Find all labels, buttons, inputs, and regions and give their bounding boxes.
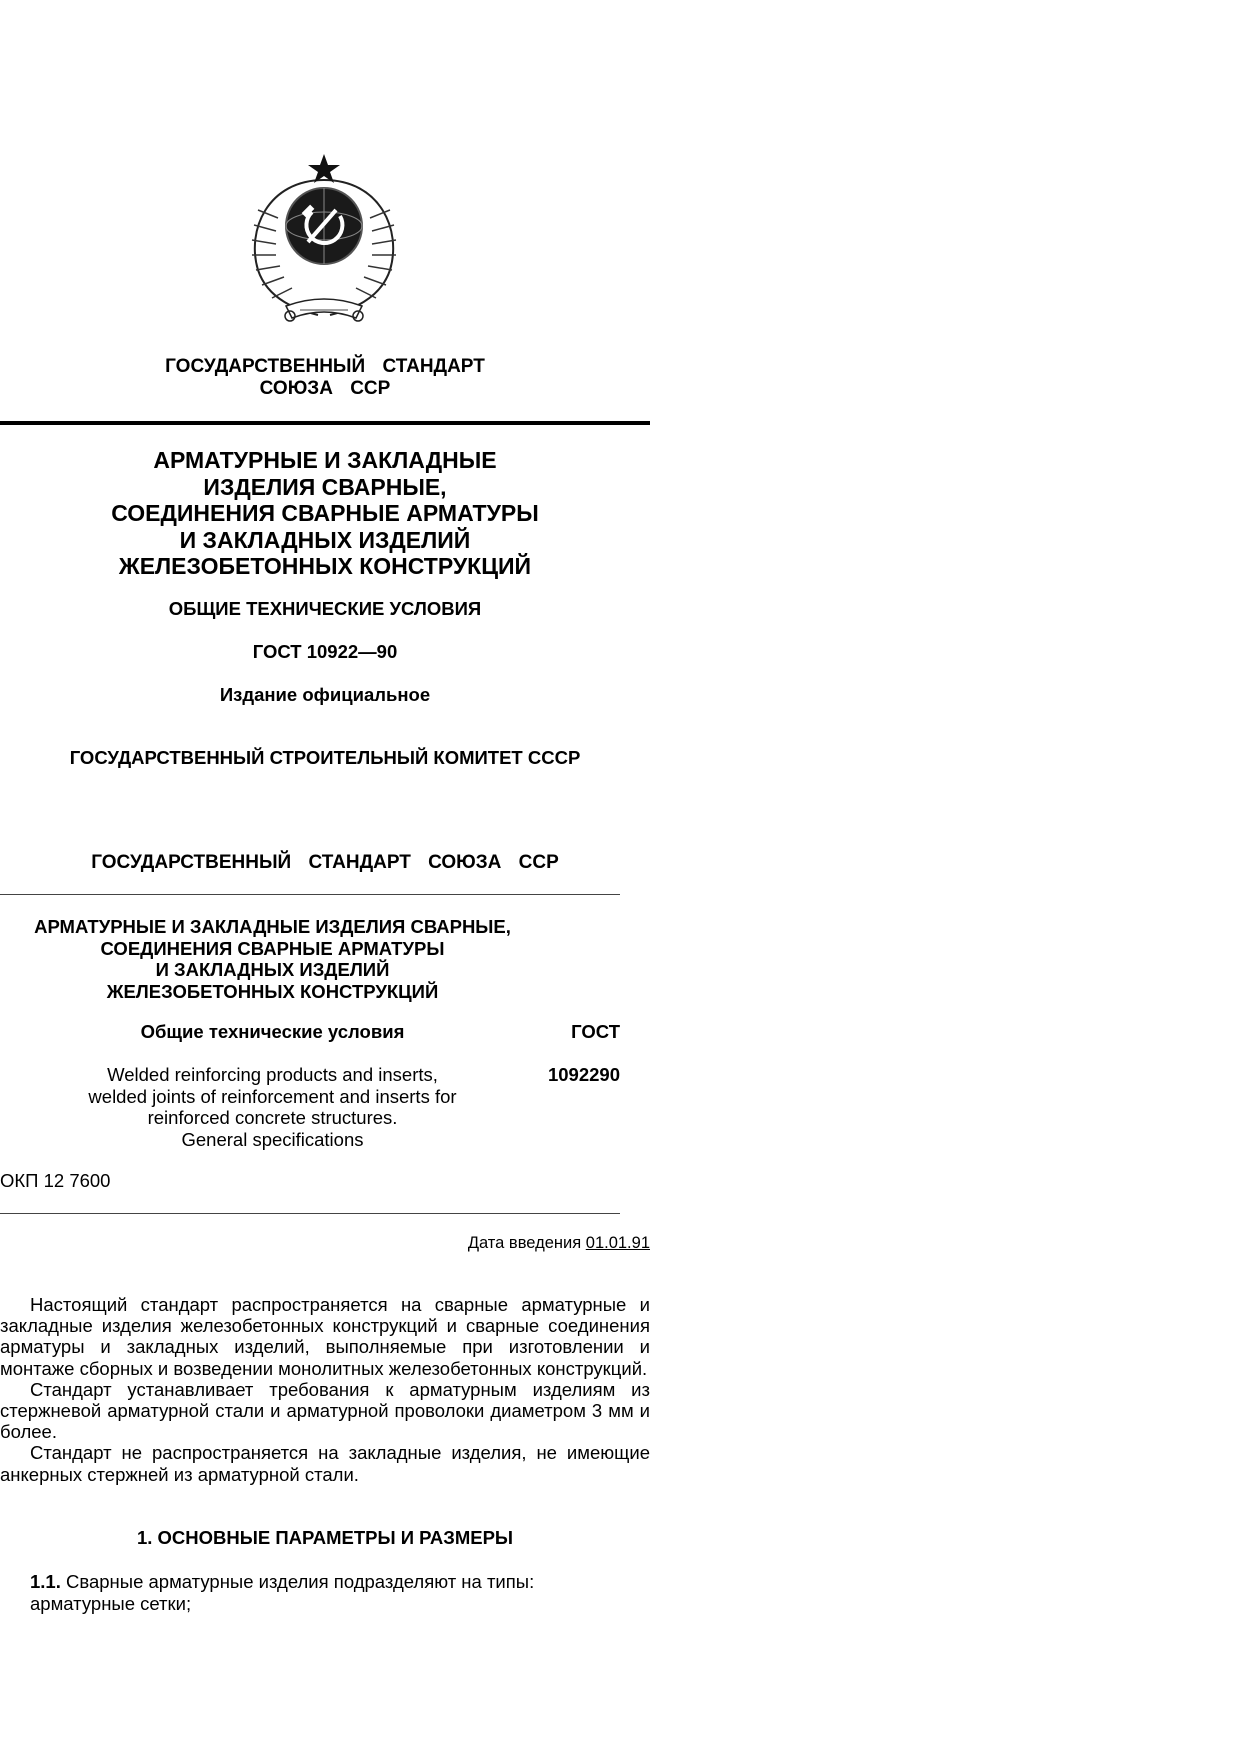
section-title: 1. ОСНОВНЫЕ ПАРАМЕТРЫ И РАЗМЕРЫ [136,1527,514,1548]
intro-text [0,1294,650,1485]
standard-header: ГОСУДАРСТВЕННЫЙ СТАНДАРТ СОЮЗА ССР [91,852,559,873]
cover-title-line: ИЗДЕЛИЯ СВАРНЫЕ, [203,473,447,500]
thin-divider-bottom [0,1213,620,1214]
cover-title-line: ЖЕЛЕЗОБЕТОННЫХ КОНСТРУКЦИЙ [118,553,532,579]
clause-1-1 [30,1571,534,1614]
english-title-line: Welded reinforcing products and inserts, [107,1064,438,1085]
clause-number: 1.1. [30,1571,61,1592]
date-value: 01.01.91 [585,1234,650,1252]
standard-title-line: СОЕДИНЕНИЯ СВАРНЫЕ АРМАТУРЫ [100,937,445,959]
cover-gost-number: ГОСТ 10922—90 [252,641,398,662]
okp-code: ОКП 12 7600 [0,1170,111,1191]
english-title-line: General specifications [181,1128,364,1150]
clause-text: Сварные арматурные изделия подразделяют на типы: [66,1571,535,1592]
state-emblem-icon [238,150,410,328]
standard-title-line: И ЗАКЛАДНЫХ ИЗДЕЛИЙ [155,959,390,980]
standard-title-line: АРМАТУРНЫЕ И ЗАКЛАДНЫЕ ИЗДЕЛИЯ СВАРНЫЕ, [34,916,511,937]
clause-subitem: арматурные сетки; [30,1592,192,1614]
gost-label: ГОСТ [571,1021,620,1042]
cover-header [0,356,650,400]
cover-committee: ГОСУДАРСТВЕННЫЙ СТРОИТЕЛЬНЫЙ КОМИТЕТ СССР [69,747,581,768]
cover-title-line: И ЗАКЛАДНЫХ ИЗДЕЛИЙ [179,526,471,553]
paragraph: Настоящий стандарт распространяется на сварные арматурные и закладные изделия железобетонных конструкций и сварные соединения арматуры и закладных изделий, выполняемые при изготовлении и монтаже сборных и возведении монолитных железобетонных конструкций. [0,1294,650,1379]
cover-title [0,447,650,580]
standard-title [0,916,545,1002]
english-title [0,1064,545,1150]
english-title-line: welded joints of reinforcement and inserts for [88,1085,457,1107]
cover-header-line2: СОЮЗА ССР [259,378,391,399]
standard-title-line: ЖЕЛЕЗОБЕТОННЫХ КОНСТРУКЦИЙ [106,980,439,1002]
cover-title-line: СОЕДИНЕНИЯ СВАРНЫЕ АРМАТУРЫ [111,500,539,526]
thin-divider-top [0,894,620,895]
introduction-date [468,1234,650,1253]
cover-subtitle: ОБЩИЕ ТЕХНИЧЕСКИЕ УСЛОВИЯ [168,598,482,619]
general-specs-ru: Общие технические условия [140,1021,405,1042]
cover-edition: Издание официальное [219,684,431,705]
paragraph: Стандарт не распространяется на закладные изделия, не имеющие анкерных стержней из арматурной стали. [0,1442,650,1485]
cover-title-line: АРМАТУРНЫЕ И ЗАКЛАДНЫЕ [153,447,497,473]
paragraph: Стандарт устанавливает требования к арматурным изделиям из стержневой арматурной стали и арматурной проволоки диаметром 3 мм и более. [0,1378,650,1443]
thick-divider [0,421,650,425]
english-title-line: reinforced concrete structures. [147,1107,398,1128]
date-label: Дата введения [467,1234,582,1252]
gost-code: 1092290 [547,1064,620,1085]
cover-header-line1: ГОСУДАРСТВЕННЫЙ СТАНДАРТ [165,356,485,377]
